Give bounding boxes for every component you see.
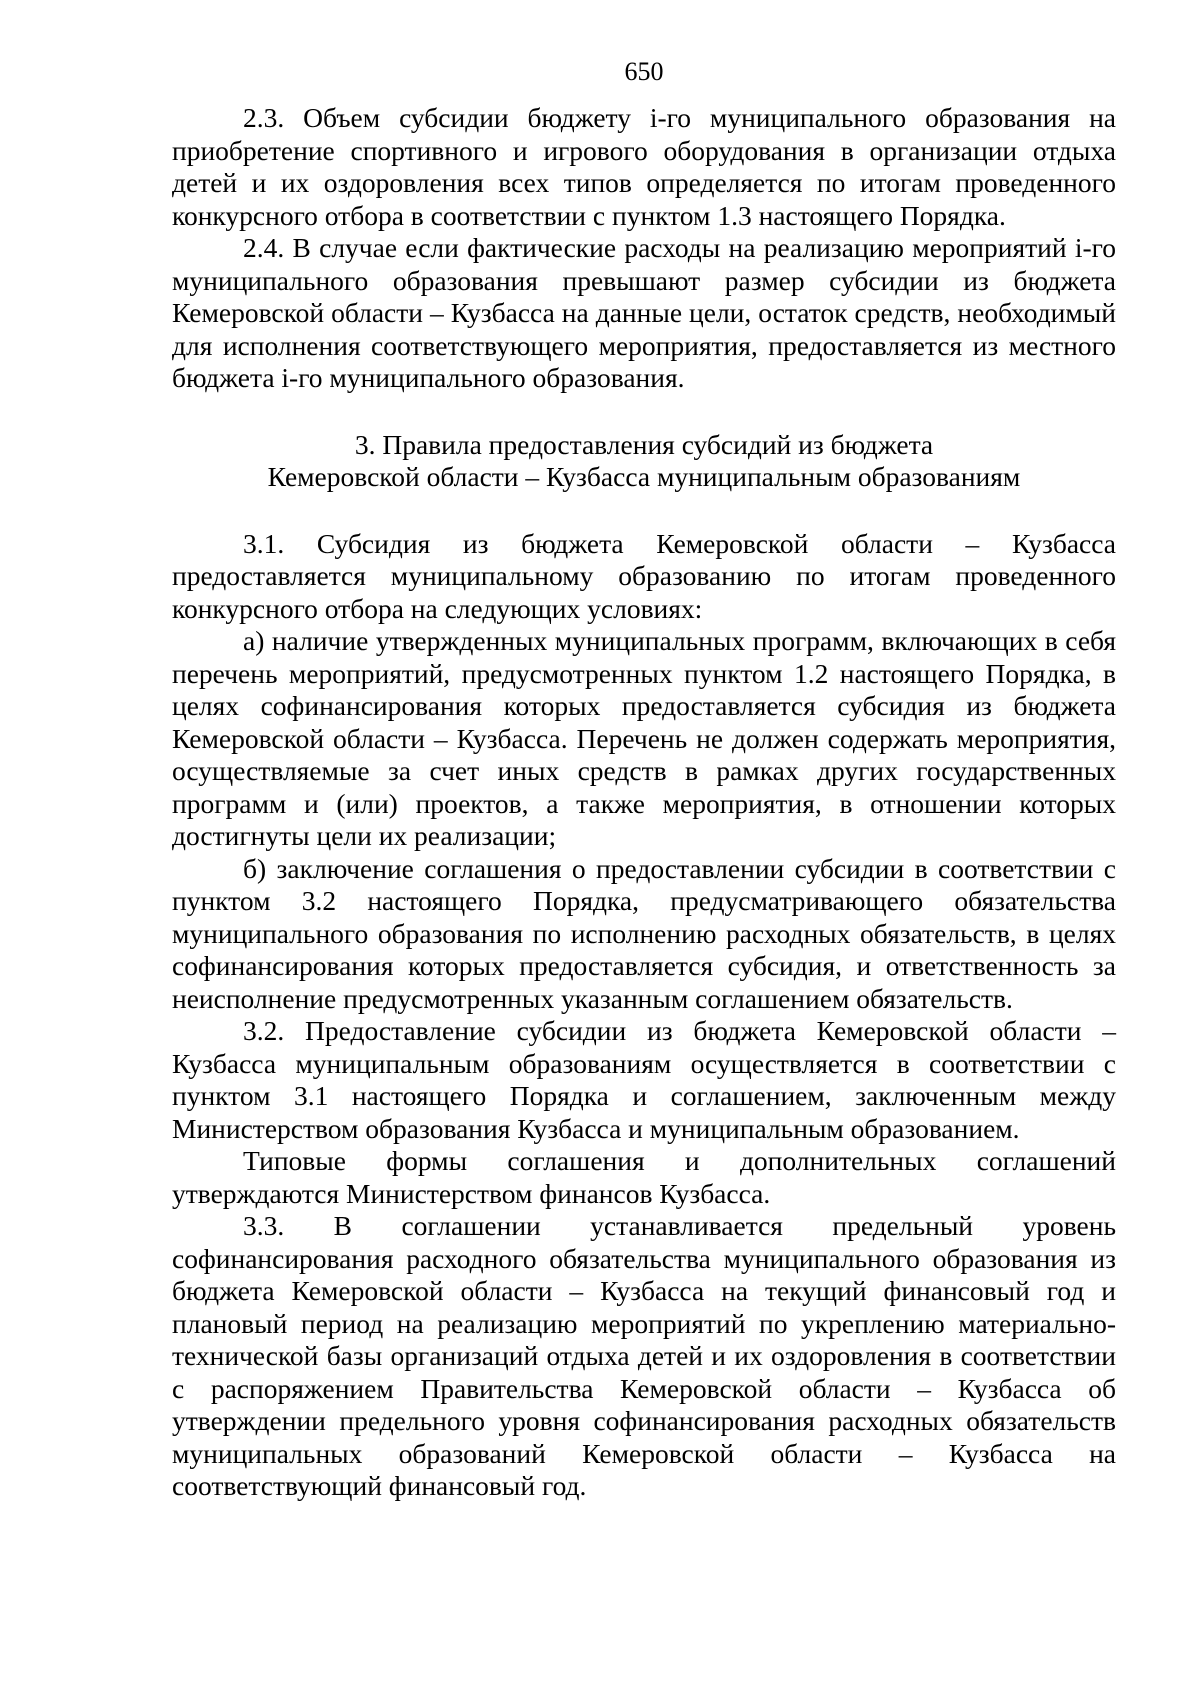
paragraph-2-3: 2.3. Объем субсидии бюджету i-го муниципального образования на приобретение спортивного и игрового оборудования в организации отдыха детей и их оздоровления всех типов определяется по итогам проведенного конкурсного отбора в соответствии с пунктом 1.3 настоящего Порядка. (172, 102, 1116, 231)
paragraph-3-2: 3.2. Предоставление субсидии из бюджета Кемеровской области – Кузбасса муниципальным образованиям осуществляется в соответствии с пунктом 3.1 настоящего Порядка и соглашением, заключенным между Министерством образования Кузбасса и муниципальным образованием. (172, 1015, 1116, 1144)
paragraph-3-1: 3.1. Субсидия из бюджета Кемеровской области – Кузбасса предоставляется муниципальному образованию по итогам проведенного конкурсного отбора на следующих условиях: (172, 527, 1116, 624)
section-heading (172, 429, 1116, 494)
paragraph-3-1-a: а) наличие утвержденных муниципальных программ, включающих в себя перечень мероприятий, предусмотренных пунктом 1.2 настоящего Порядка, в целях софинансирования которых предоставляется субсидия из бюджета Кемеровской области – Кузбасса. Перечень не должен содержать мероприятия, осуществляемые за счет иных средств в рамках других государственных программ и (или) проектов, а также мероприятия, в отношении которых достигнуты цели их реализации; (172, 625, 1116, 851)
paragraph-3-1-b: б) заключение соглашения о предоставлении субсидии в соответствии с пунктом 3.2 настоящего Порядка, предусматривающего обязательства муниципального образования по исполнению расходных обязательств, в целях софинансирования которых предоставляется субсидия, и ответственность за неисполнение предусмотренных указанным соглашением обязательств. (172, 852, 1116, 1014)
section-heading-line-1: 3. Правила предоставления субсидий из бюджета (354, 428, 934, 460)
paragraph-2-4: 2.4. В случае если фактические расходы на реализацию мероприятий i-го муниципального образования превышают размер субсидии из бюджета Кемеровской области – Кузбасса на данные цели, остаток средств, необходимый для исполнения соответствующего мероприятия, предоставляется из местного бюджета i-го муниципального образования. (172, 232, 1116, 393)
page-number: 650 (624, 57, 664, 86)
paragraph-3-2-forms: Типовые формы соглашения и дополнительных соглашений утверждаются Министерством финансов Кузбасса. (172, 1145, 1116, 1209)
document-page (172, 0, 1116, 1503)
section-heading-line-2: Кемеровской области – Кузбасса муниципальным образованиям (267, 461, 1021, 492)
paragraph-3-3: 3.3. В соглашении устанавливается предельный уровень софинансирования расходного обязательства муниципального образования из бюджета Кемеровской области – Кузбасса на текущий финансовый год и плановый период на реализацию мероприятий по укреплению материально-технической базы организаций отдыха детей и их оздоровления в соответствии с распоряжением Правительства Кемеровской области – Кузбасса об утверждении предельного уровня софинансирования расходных обязательств муниципальных образований Кемеровской области – Кузбасса на соответствующий финансовый год. (172, 1210, 1116, 1501)
